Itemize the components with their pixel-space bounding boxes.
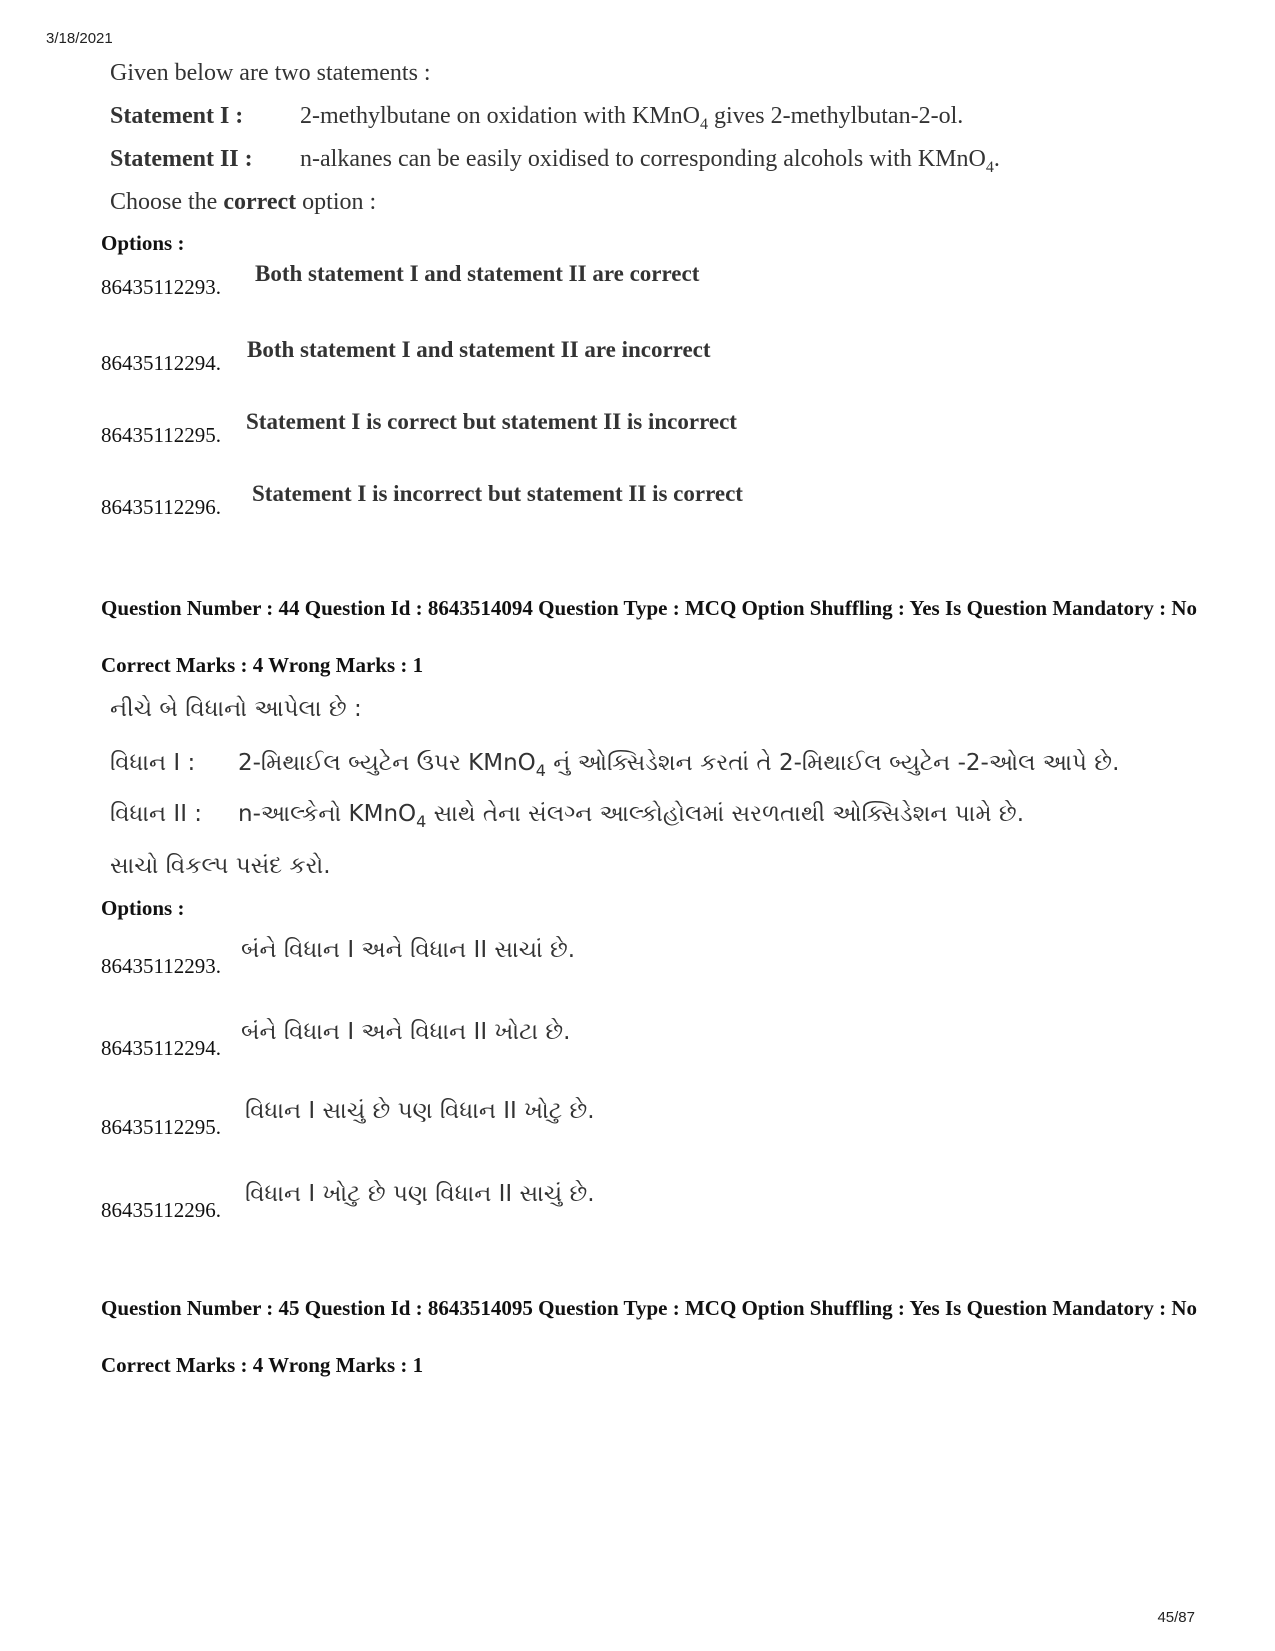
q45-marks: Correct Marks : 4 Wrong Marks : 1 [101, 1353, 424, 1377]
statement-2-subscript: 4 [416, 812, 427, 831]
q43-intro: Given below are two statements : [110, 60, 431, 86]
option-text: Both statement I and statement II are incorrect [247, 337, 711, 362]
instruction-text-end: option : [296, 189, 377, 215]
option-id: 86435112296. [101, 1198, 221, 1222]
q44-option-4[interactable] [101, 1181, 595, 1223]
q43-instruction [110, 189, 376, 216]
q44-option-2[interactable] [101, 1019, 571, 1061]
q43-statement-2 [110, 146, 1000, 177]
q43-option-1[interactable] [101, 258, 700, 300]
q44-meta: Question Number : 44 Question Id : 8643514094 Question Type : MCQ Option Shuffling : Yes Is Question Mandatory : No [101, 596, 1197, 620]
option-id: 86435112295. [101, 1115, 221, 1139]
statement-2-label: વિધાન II : [110, 801, 203, 827]
statement-2-text-end: . [993, 146, 1000, 172]
statement-1-label: વિધાન I : [110, 750, 196, 776]
statement-1-text: 2-methylbutane on oxidation with KMnO [300, 103, 700, 129]
statement-2-text: n-આલ્કેનો KMnO [238, 801, 417, 827]
q43-option-4[interactable] [101, 478, 743, 520]
statement-2-label: Statement II : [110, 146, 253, 172]
option-id: 86435112295. [101, 423, 221, 447]
statement-2-text: n-alkanes can be easily oxidised to corresponding alcohols with KMnO [300, 146, 986, 172]
option-id: 86435112294. [101, 1036, 221, 1060]
q44-instruction: સાચો વિકલ્પ પસંદ કરો. [110, 853, 331, 879]
q43-option-2[interactable] [101, 334, 711, 376]
q44-option-3[interactable] [101, 1098, 595, 1140]
statement-1-text-end: gives 2-methylbutan-2-ol. [707, 103, 964, 129]
statement-1-label: Statement I : [110, 103, 244, 129]
statement-2-text-end: સાથે તેના સંલગ્ન આલ્કોહોલમાં સરળતાથી ઓક્સિડેશન પામે છે. [426, 801, 1025, 827]
statement-2-subscript: 4 [985, 159, 994, 176]
print-date: 3/18/2021 [46, 30, 113, 47]
option-text: વિધાન I ખોટુ છે પણ વિધાન II સાચું છે. [245, 1181, 595, 1207]
q44-statement-2 [110, 801, 1024, 831]
option-text: Statement I is incorrect but statement II is correct [252, 481, 743, 506]
q45-meta: Question Number : 45 Question Id : 8643514095 Question Type : MCQ Option Shuffling : Yes Is Question Mandatory : No [101, 1296, 1197, 1320]
statement-1-text-end: નું ઓક્સિડેશન કરતાં તે 2-મિથાઈલ બ્યુટેન -2-ઓલ આપે છે. [545, 750, 1120, 776]
option-id: 86435112293. [101, 954, 221, 978]
option-id: 86435112293. [101, 275, 221, 299]
q43-statement-1 [110, 103, 963, 134]
statement-1-subscript: 4 [699, 116, 708, 133]
q43-options-heading: Options : [101, 231, 185, 255]
q44-statement-1 [110, 750, 1119, 780]
q44-options-heading: Options : [101, 896, 185, 920]
option-text: વિધાન I સાચું છે પણ વિધાન II ખોટુ છે. [245, 1098, 595, 1124]
statement-1-text: 2-મિથાઈલ બ્યુટેન ઉપર KMnO [238, 750, 536, 776]
q43-option-3[interactable] [101, 406, 737, 448]
q44-intro: નીચે બે વિધાનો આપેલા છે : [110, 696, 362, 722]
option-id: 86435112294. [101, 351, 221, 375]
q44-marks: Correct Marks : 4 Wrong Marks : 1 [101, 653, 424, 677]
option-text: બંને વિધાન I અને વિધાન II ખોટા છે. [241, 1019, 571, 1045]
q44-option-1[interactable] [101, 937, 576, 979]
option-text: Statement I is correct but statement II is incorrect [246, 409, 737, 434]
option-text: Both statement I and statement II are correct [255, 261, 700, 286]
option-text: બંને વિધાન I અને વિધાન II સાચાં છે. [241, 937, 576, 963]
statement-1-subscript: 4 [535, 761, 546, 780]
option-id: 86435112296. [101, 495, 221, 519]
page-number: 45/87 [1157, 1609, 1195, 1626]
instruction-emphasis: correct [223, 189, 297, 215]
instruction-text: Choose the [110, 189, 224, 215]
